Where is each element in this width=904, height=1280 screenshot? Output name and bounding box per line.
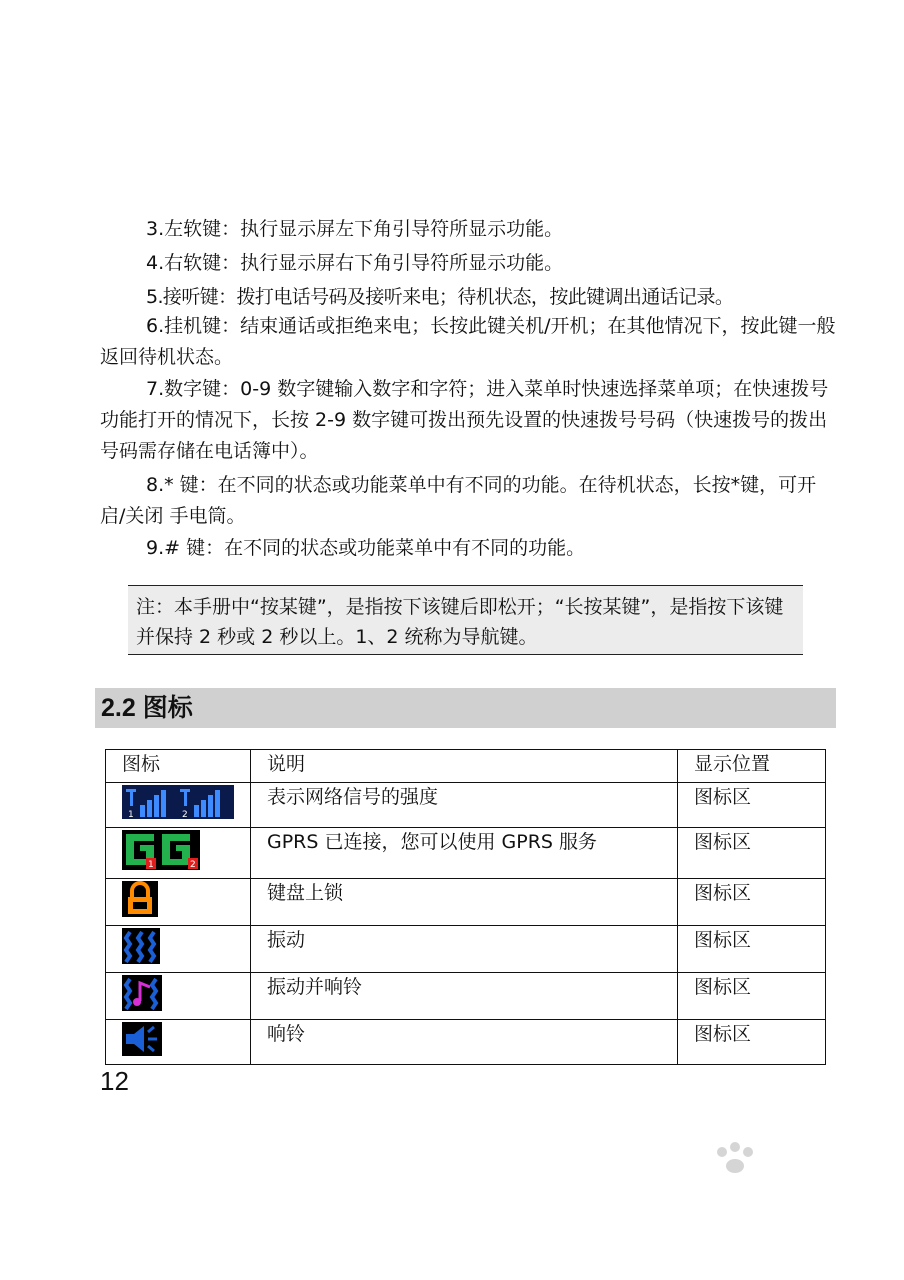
page-number: 12	[100, 1066, 129, 1096]
vibrate-and-ring-icon	[122, 975, 162, 1011]
table-row	[106, 783, 826, 828]
row-description: GPRS 已连接，您可以使用 GPRS 服务	[251, 828, 678, 879]
svg-text:1: 1	[148, 860, 154, 870]
paragraph-star-key: 8.* 键：在不同的状态或功能菜单中有不同的功能。在待机状态，长按*键，可开启/关闭 手电筒。	[100, 474, 817, 527]
table-row	[106, 879, 826, 926]
gprs-connected-icon	[122, 830, 200, 870]
row-description: 键盘上锁	[251, 879, 678, 926]
row-location: 图标区	[678, 783, 826, 828]
vibrate-icon	[122, 928, 160, 964]
paragraph-answer-key: 5.接听键：拨打电话号码及接听来电；待机状态，按此键调出通话记录。	[146, 286, 734, 308]
keypad-lock-icon	[122, 881, 158, 917]
paragraph-end-key: 6.挂机键：结束通话或拒绝来电；长按此键关机/开机；在其他情况下，按此键一般返回待机状态。	[100, 315, 836, 368]
table-row	[106, 973, 826, 1020]
icon-table	[105, 749, 826, 1065]
table-header-row	[106, 750, 826, 783]
row-location: 图标区	[678, 879, 826, 926]
row-location: 图标区	[678, 1020, 826, 1065]
section-title: 2.2 图标	[95, 688, 836, 728]
row-description: 振动并响铃	[251, 973, 678, 1020]
row-location: 图标区	[678, 926, 826, 973]
signal-strength-icon	[122, 785, 234, 819]
row-location: 图标区	[678, 828, 826, 879]
paragraph-right-softkey: 4.右软键：执行显示屏右下角引导符所显示功能。	[146, 252, 564, 274]
svg-text:2: 2	[190, 860, 196, 870]
table-row	[106, 828, 826, 879]
table-row	[106, 1020, 826, 1065]
header-description: 说明	[251, 750, 678, 783]
row-description: 表示网络信号的强度	[251, 783, 678, 828]
svg-text:2: 2	[182, 810, 188, 819]
header-location: 显示位置	[678, 750, 826, 783]
header-icon: 图标	[106, 750, 251, 783]
row-description: 振动	[251, 926, 678, 973]
paragraph-number-keys: 7.数字键：0-9 数字键输入数字和字符；进入菜单时快速选择菜单项；在快速拨号功能打开的情况下，长按 2-9 数字键可拨出预先设置的快速拨号号码（快速拨号的拨出号码需存储在电话簿中）。	[100, 378, 829, 462]
svg-text:1: 1	[128, 810, 134, 819]
note-box: 注：本手册中“按某键”，是指按下该键后即松开；“长按某键”，是指按下该键并保持 2 秒或 2 秒以上。1、2 统称为导航键。	[128, 585, 803, 655]
paw-icon	[717, 1142, 753, 1173]
table-row	[106, 926, 826, 973]
baidu-watermark	[640, 1140, 870, 1250]
row-location: 图标区	[678, 973, 826, 1020]
paragraph-left-softkey: 3.左软键：执行显示屏左下角引导符所显示功能。	[146, 218, 564, 240]
paragraph-hash-key: 9.# 键：在不同的状态或功能菜单中有不同的功能。	[146, 537, 586, 559]
ring-icon	[122, 1022, 162, 1056]
row-description: 响铃	[251, 1020, 678, 1065]
